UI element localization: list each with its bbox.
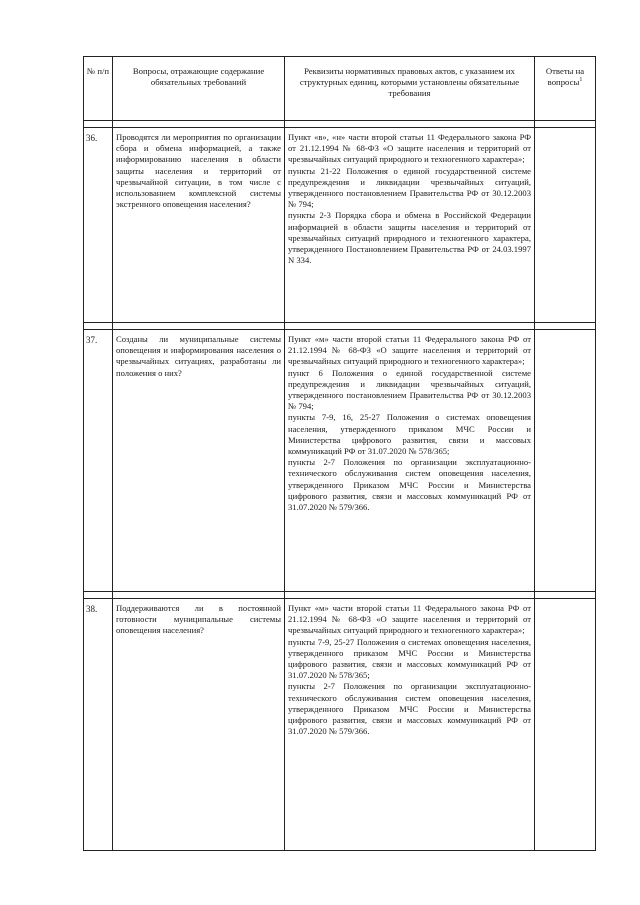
header-requisites: Реквизиты нормативных правовых актов, с указанием их структурных единиц, которыми установлены обязательные требования bbox=[285, 57, 535, 121]
question-text: Поддерживаются ли в постоянной готовности муниципальные системы оповещения населения? bbox=[116, 603, 281, 636]
row-number: 36. bbox=[86, 133, 98, 143]
requisite-item: Пункт «м» части второй статьи 11 Федерального закона РФ от 21.12.1994 № 68-ФЗ «О защите населения и территорий от чрезвычайных ситуаций природного и техногенного характера»; bbox=[288, 603, 531, 636]
row-number: 38. bbox=[86, 604, 98, 614]
requisite-item: пункты 7-9, 16, 25-27 Положения о системах оповещения населения, утвержденного приказом МЧС России и Министерства цифрового развития, связи и массовых коммуникаций РФ от 31.07.2020 № 578/365; bbox=[288, 412, 531, 457]
requisites-text bbox=[285, 128, 534, 266]
answer-cell[interactable] bbox=[535, 599, 596, 851]
requisites-text bbox=[285, 330, 534, 513]
header-answers bbox=[535, 57, 596, 121]
header-answers-label: Ответы на вопросы bbox=[545, 66, 585, 87]
question-text: Проводятся ли мероприятия по организации сбора и обмена информацией, а также информированию населения в области защиты населения и территорий от чрезвычайной ситуации, в том числе с использованием комплексной системы экстренного оповещения населения? bbox=[116, 132, 281, 210]
spacer-row bbox=[84, 121, 596, 128]
requirements-table bbox=[83, 56, 596, 851]
requisite-item: Пункт «в», «н» части второй статьи 11 Федерального закона РФ от 21.12.1994 № 68-ФЗ «О защите населения и территорий от чрезвычайных ситуаций природного и техногенного характера»; bbox=[288, 132, 531, 165]
requisite-item: пункты 21-22 Положения о единой государственной системе предупреждения и ликвидации чрезвычайных ситуаций, утвержденного постановлением Правительства РФ от 30.12.2003 № 794; bbox=[288, 165, 531, 210]
question-text: Созданы ли муниципальные системы оповещения и информирования населения о чрезвычайных ситуациях, разработаны ли положения о них? bbox=[116, 334, 281, 378]
table-row bbox=[84, 128, 596, 323]
table-row bbox=[84, 330, 596, 592]
requisite-item: пункты 2-3 Порядка сбора и обмена в Российской Федерации информацией в области защиты населения и территорий от чрезвычайных ситуаций природного и техногенного характера, утвержденного Постановлением Правительства РФ от 24.03.1997 N 334. bbox=[288, 210, 531, 266]
requisite-item: пункты 2-7 Положения по организации эксплуатационно-технического обслуживания систем оповещения населения, утвержденного Приказом МЧС России и Министерства цифрового развития, связи и массовых коммуникаций РФ от 31.07.2020 № 579/366. bbox=[288, 457, 531, 513]
header-number: № п/п bbox=[84, 57, 113, 121]
answer-cell[interactable] bbox=[535, 128, 596, 323]
requisite-item: пункт 6 Положения о единой государственной системе предупреждения и ликвидации чрезвычайных ситуаций, утвержденного постановлением Правительства РФ от 30.12.2003 № 794; bbox=[288, 367, 531, 412]
requisite-item: пункты 2-7 Положения по организации эксплуатационно-технического обслуживания систем оповещения населения, утвержденного Приказом МЧС России и Министерства цифрового развития, связи и массовых коммуникаций РФ от 31.07.2020 № 579/366. bbox=[288, 681, 531, 737]
spacer-row bbox=[84, 592, 596, 599]
requisites-text bbox=[285, 599, 534, 737]
table-row bbox=[84, 599, 596, 851]
header-questions: Вопросы, отражающие содержание обязательных требований bbox=[113, 57, 285, 121]
footnote-mark: 1 bbox=[579, 77, 583, 84]
requisite-item: пункты 7-9, 25-27 Положения о системах оповещения населения, утвержденного приказом МЧС России и Министерства цифрового развития, связи и массовых коммуникаций РФ от 31.07.2020 № 578/365; bbox=[288, 636, 531, 681]
row-number: 37. bbox=[86, 335, 98, 345]
spacer-row bbox=[84, 323, 596, 330]
answer-cell[interactable] bbox=[535, 330, 596, 592]
table-header-row bbox=[84, 57, 596, 121]
requisite-item: Пункт «м» части второй статьи 11 Федерального закона РФ от 21.12.1994 № 68-ФЗ «О защите населения и территорий от чрезвычайных ситуаций природного и техногенного характера»; bbox=[288, 334, 531, 367]
